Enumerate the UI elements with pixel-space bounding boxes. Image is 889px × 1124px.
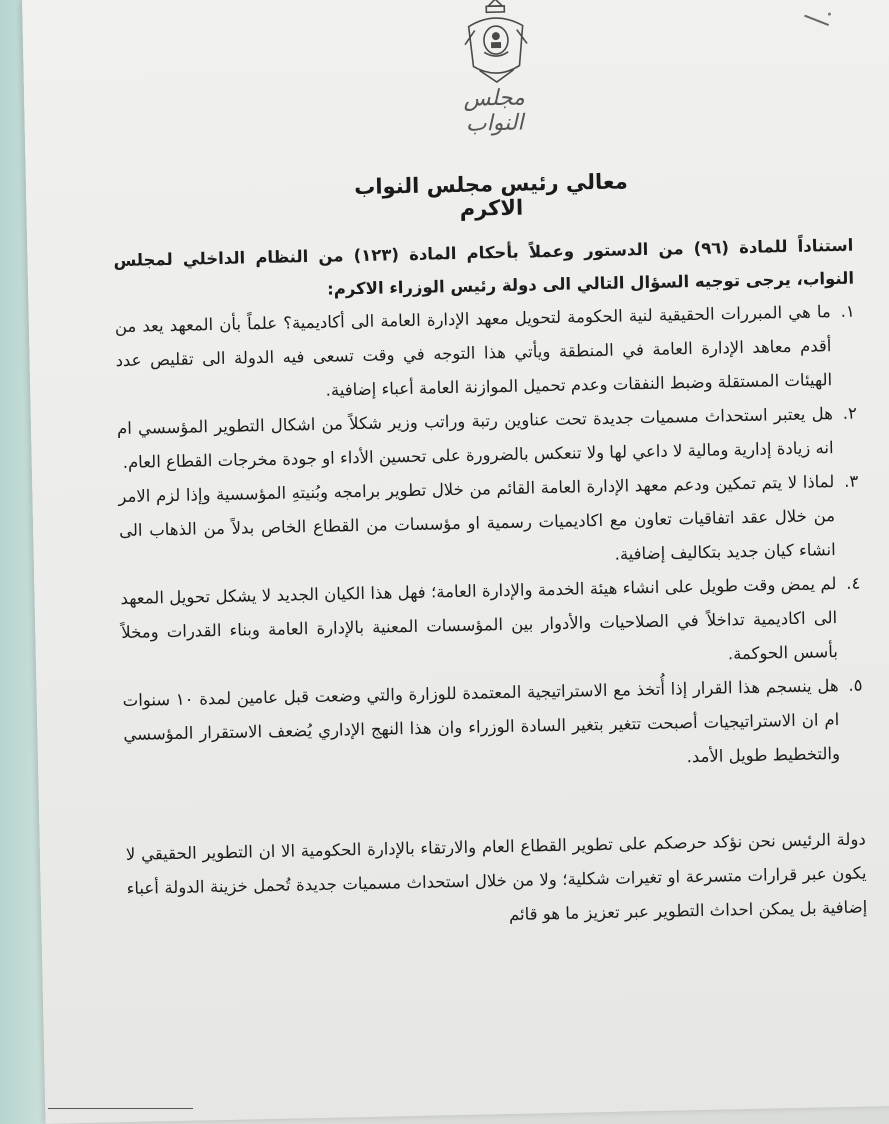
intro-paragraph: استناداً للمادة (٩٦) من الدستور وعملاً بأحكام المادة (١٢٣) من النظام الداخلي لمجلس النواب، يرجى توجيه السؤال التالي الى دولة رئيس الوزراء الاكرم: — [113, 235, 855, 299]
question-number: ٢. — [842, 403, 858, 423]
list-item — [118, 465, 860, 582]
question-text: ما هي المبررات الحقيقية لنية الحكومة لتحويل معهد الإدارة العامة الى أكاديمية؟ علماً بأن المعهد يعد من أقدم معاهد الإدارة العامة في المنطقة ويأتي هذا التوجه في وقت تسعى فيه الدولة الى تقليص عدد الهيئات المستقلة وضبط النفقات وعدم تحميل الموازنة العامة أعباء إضافية. — [114, 302, 833, 400]
document-body — [113, 229, 868, 957]
pen-stroke-mark — [802, 11, 832, 30]
question-text: هل يعتبر استحداث مسميات جديدة تحت عناوين رتبة وراتب وزير شكلاً من اشكال التطوير المؤسسي ام انه زيادة إدارية ومالية لا داعي لها ولا تنعكس بالضرورة على تحسين الأداء او جودة مخرجات القطاع العام. — [116, 404, 834, 472]
list-item — [115, 295, 857, 412]
question-text: لم يمض وقت طويل على انشاء هيئة الخدمة والإدارة العامة؛ فهل هذا الكيان الجديد لا يشكل تحويل المعهد الى اكاديمية تداخلاً في الصلاحيات والأدوار بين المؤسسات المعنية بالإدارة العامة وبناء القدرات ومخلاً بأسس الحوكمة. — [120, 574, 839, 664]
question-number: ٥. — [848, 675, 863, 695]
document-title: معالي رئيس مجلس النواب الاكرم — [353, 169, 628, 221]
question-text: لماذا لا يتم تمكين ودعم معهد الإدارة العامة القائم من خلال تطوير برامجه وبُنيتهِ المؤسسية وإذا لزم الامر من خلال عقد اتفاقيات تعاون مع اكاديميات رسمية او مؤسسات من القطاع الخاص بدلاً من الذهاب الى انشاء كيان جديد بتكاليف إضافية. — [118, 472, 836, 564]
question-number: ٣. — [843, 471, 859, 491]
question-list — [115, 295, 865, 786]
jordan-coat-of-arms-icon — [460, 0, 532, 85]
list-item — [120, 567, 862, 684]
question-number: ٤. — [846, 573, 861, 593]
closing-paragraph: دولة الرئيس نحن نؤكد حرصكم على تطوير القطاع العام والارتقاء بالإدارة الحكومية الا ان التطوير الحقيقي لا يكون عبر قرارات متسرعة او تغيرات شكلية؛ ولا من خلال استحداث مسميات جديدة تُحمل خزينة الدولة أعباء إضافية بل يمكن احداث التطوير عبر تعزيز ما هو قائم — [125, 829, 868, 924]
question-number: ١. — [840, 301, 855, 321]
parliament-logo-text: مجلس النواب — [463, 85, 526, 137]
document-page — [22, 0, 889, 1124]
footer-divider — [48, 1108, 193, 1109]
question-text: هل ينسجم هذا القرار إذا أُتخذ مع الاستراتيجية المعتمدة للوزارة والتي وضعت قبل عامين لمدة ١٠ سنوات ام ان الاستراتيجيات أصبحت تتغير بتغير السادة الوزراء وان هذا النهج الإداري يُضعف الاستقرار المؤسسي والتخطيط طويل الأمد. — [122, 676, 841, 767]
list-item — [122, 669, 864, 786]
